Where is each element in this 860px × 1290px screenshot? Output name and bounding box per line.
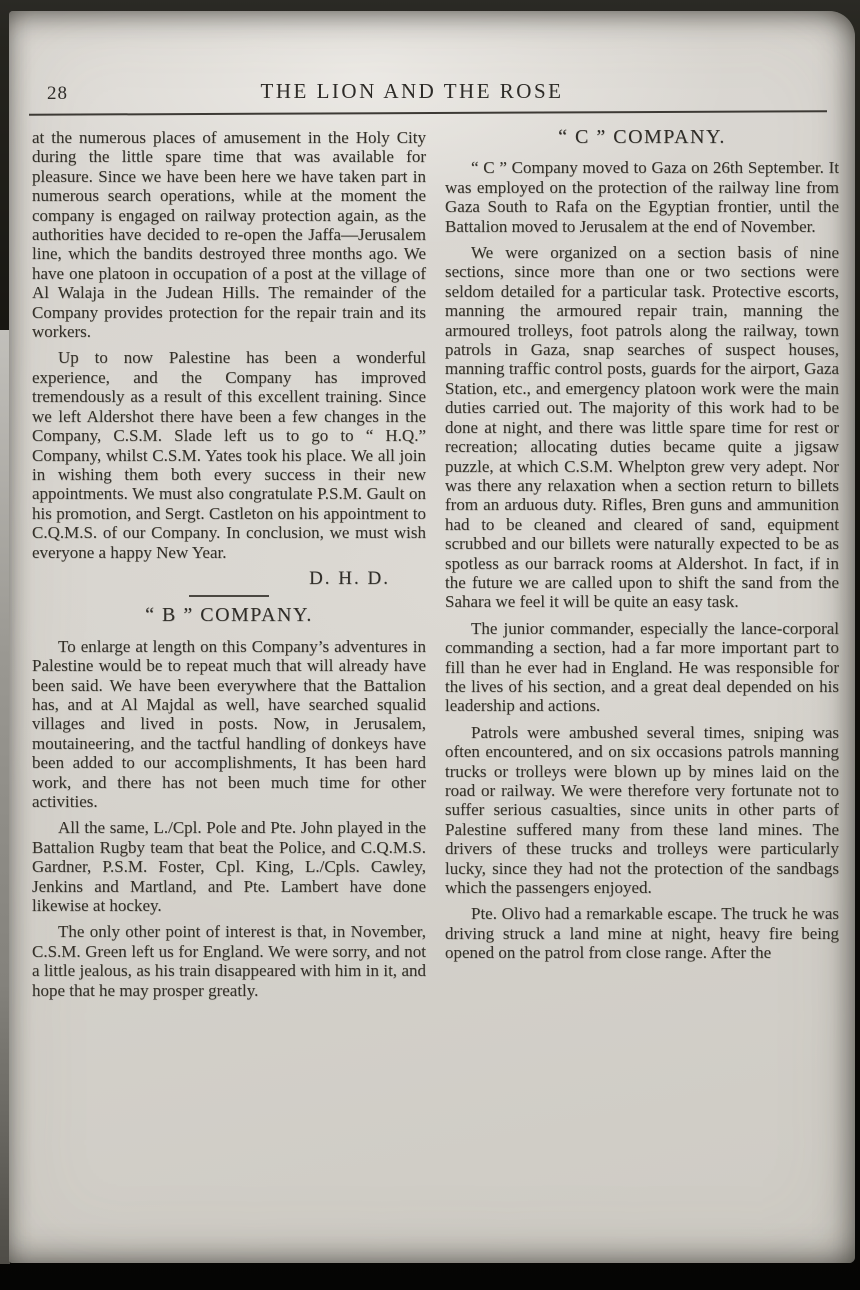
left-column xyxy=(32,128,426,1233)
paragraph-c2: We were organized on a section basis of nine sections, since more than one or two sections were seldom detailed for a particular task. Protective escorts, manning the armoured repair train, manning the armoured trolleys, foot patrols along the railway, town patrols in Gaza, snap searches of suspect houses, manning traffic control posts, guards for the airport, Gaza Station, etc., and emergency platoon work were the main duties carried out. The majority of this work had to be done at night, and there was little spare time for rest or recreation; allocating duties became quite a jigsaw puzzle, at which C.S.M. Whelpton grew very adept. Nor was there any relaxation when a section return to billets from an arduous duty. Rifles, Bren guns and ammunition had to be cleaned and cleared of sand, equipment scrubbed and our billets were naturally expected to be as spotless as our barrack rooms at Aldershot. In fact, if in the future we are called upon to shift the sand from the Sahara we feel it will be quite an easy task. xyxy=(445,243,839,612)
book-page xyxy=(9,11,855,1263)
paragraph-continuation: at the numerous places of amusement in the Holy City during the little spare time that was available for pleasure. Since we have been here we have taken part in numerous search operations, while at the moment the company is engaged on railway protection again, as the authorities have decided to re-open the Jaffa—Jerusalem line, which the bandits destroyed three months ago. We have one platoon in occupation of a post at the village of Al Walaja in the Judean Hills. The remainder of the Company provides protection for the repair train and its workers. xyxy=(32,128,426,342)
b-company-heading: “ B ” COMPANY. xyxy=(145,604,313,627)
paragraph-c4: Patrols were ambushed several times, sniping was often encountered, and on six occasions patrols manning trucks or trolleys were blown up by mines laid on the road or railway. We were therefore very fortunate not to suffer serious casualties, since units in other parts of Palestine suffered many from these land mines. The drivers of these trucks and trolleys were particularly lucky, since they had not the protection of the sandbags which the passengers enjoyed. xyxy=(445,722,839,898)
paragraph-b3: The only other point of interest is that, in November, C.S.M. Green left us for England. We were sorry, and not a little jealous, as his train disappeared with him in it, and hope that he may prosper greatly. xyxy=(32,922,426,1000)
text-columns xyxy=(32,128,839,1233)
journal-title: THE LION AND THE ROSE xyxy=(260,79,564,103)
header-rule xyxy=(29,110,827,115)
page-number: 28 xyxy=(47,83,68,104)
right-column xyxy=(445,128,839,1233)
paragraph-b2: All the same, L./Cpl. Pole and Pte. John played in the Battalion Rugby team that beat the Police, and C.Q.M.S. Gardner, P.S.M. Foster, Cpl. King, L./Cpls. Cawley, Jenkins and Martland, and Pte. Lambert have done likewise at hockey. xyxy=(32,818,426,916)
paragraph-c3: The junior commander, especially the lance-corporal commanding a section, had a far more important part to fill than he ever had in England. He was responsible for the lives of his section, and a great deal depended on his leadership and actions. xyxy=(445,618,839,716)
paragraph-b1: To enlarge at length on this Company’s adventures in Palestine would be to repeat much that will already have been said. We have been everywhere that the Battalion has, and at Al Majdal as well, have searched squalid villages and lived in posts. Now, in Jerusalem, moutaineering, and the tactful handling of donkeys have been added to our accomplishments, It has been hard work, and there has not been much time for other activities. xyxy=(32,636,426,811)
c-company-heading: “ C ” COMPANY. xyxy=(558,128,726,148)
paragraph-up-to-now: Up to now Palestine has been a wonderful experience, and the Company has improved tremendously as a result of this excellent training. Since we left Aldershot there have been a few changes in the Company, C.S.M. Slade left us to go to “ H.Q.” Company, whilst C.S.M. Yates took his place. We all join in wishing them both every success in their new appointments. We must also congratulate P.S.M. Gault on his promotion, and Sergt. Castleton on his appointment to C.Q.M.S. of our Company. In conclusion, we must wish everyone a happy New Year. xyxy=(32,348,426,562)
paragraph-c1: “ C ” Company moved to Gaza on 26th September. It was employed on the protection of the railway line from Gaza South to Rafa on the Egyptian frontier, until the Battalion moved to Jerusalem at the end of November. xyxy=(445,158,839,236)
paragraph-c5: Pte. Olivo had a remarkable escape. The truck he was driving struck a land mine at night, heavy fire being opened on the patrol from close range. After the xyxy=(445,904,839,963)
section-divider xyxy=(189,595,269,597)
signature-dhd: D. H. D. xyxy=(309,567,390,589)
